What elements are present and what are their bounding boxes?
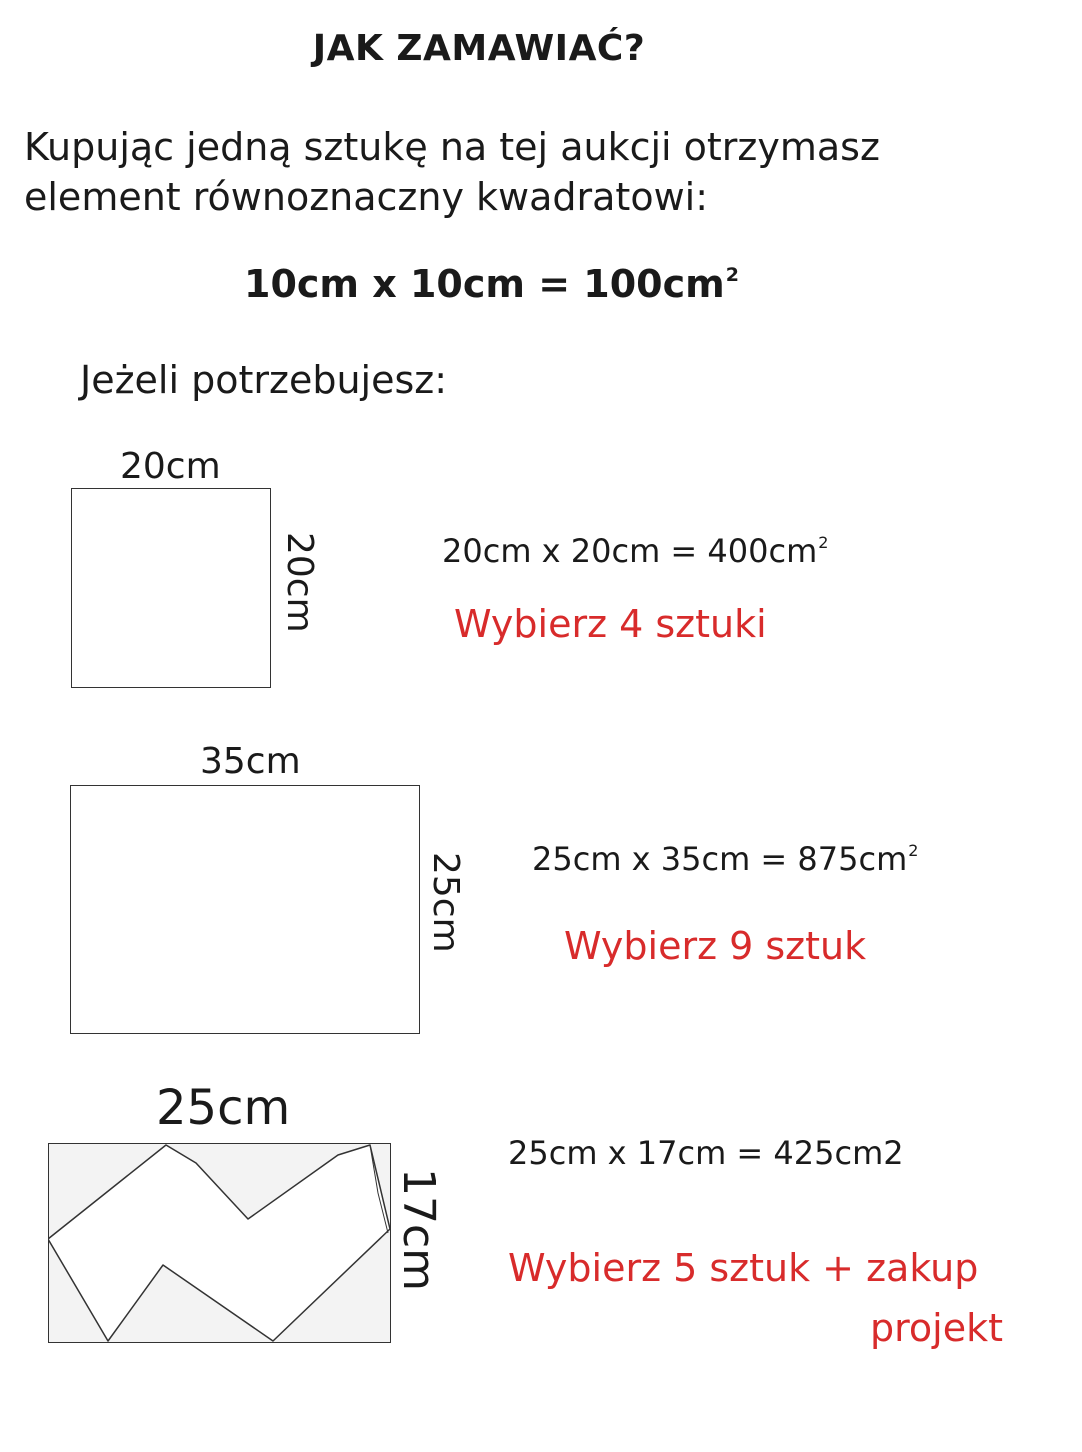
example-1-height-label: 20cm — [279, 532, 320, 633]
example-1-formula-text: 20cm x 20cm = 400cm — [442, 532, 818, 570]
intro-line-2: element równoznaczny kwadratowi: — [24, 175, 709, 219]
example-3-rectangle — [48, 1143, 391, 1343]
example-3-width-label: 25cm — [156, 1080, 291, 1136]
intro-line-1: Kupując jedną sztukę na tej aukcji otrzymasz — [24, 125, 880, 169]
main-formula-exponent: 2 — [725, 263, 739, 286]
example-2-width-label: 35cm — [200, 741, 301, 782]
example-1-formula-exponent: 2 — [818, 533, 829, 553]
page-title: JAK ZAMAWIAĆ? — [312, 28, 646, 69]
example-3-irregular-shape — [48, 1143, 391, 1343]
main-formula-text: 10cm x 10cm = 100cm — [244, 262, 725, 306]
example-2-height-label: 25cm — [425, 852, 466, 953]
example-1-width-label: 20cm — [120, 446, 221, 487]
need-label: Jeżeli potrzebujesz: — [80, 358, 448, 402]
example-2-formula-exponent: 2 — [908, 841, 919, 861]
example-3-pick-line-2: projekt — [870, 1306, 1003, 1350]
example-2-pick: Wybierz 9 sztuk — [564, 924, 867, 968]
example-1-square — [71, 488, 271, 688]
example-3-pick-line-1: Wybierz 5 sztuk + zakup — [508, 1246, 979, 1290]
example-2-formula-text: 25cm x 35cm = 875cm — [532, 840, 908, 878]
example-1-formula — [442, 532, 828, 570]
intro-text — [24, 122, 1064, 222]
example-2-rectangle — [70, 785, 420, 1034]
example-3-formula: 25cm x 17cm = 425cm2 — [508, 1134, 904, 1172]
main-formula — [244, 262, 739, 306]
example-2-formula — [532, 840, 918, 878]
example-3-height-label: 17cm — [393, 1168, 444, 1292]
example-1-pick: Wybierz 4 sztuki — [454, 602, 767, 646]
